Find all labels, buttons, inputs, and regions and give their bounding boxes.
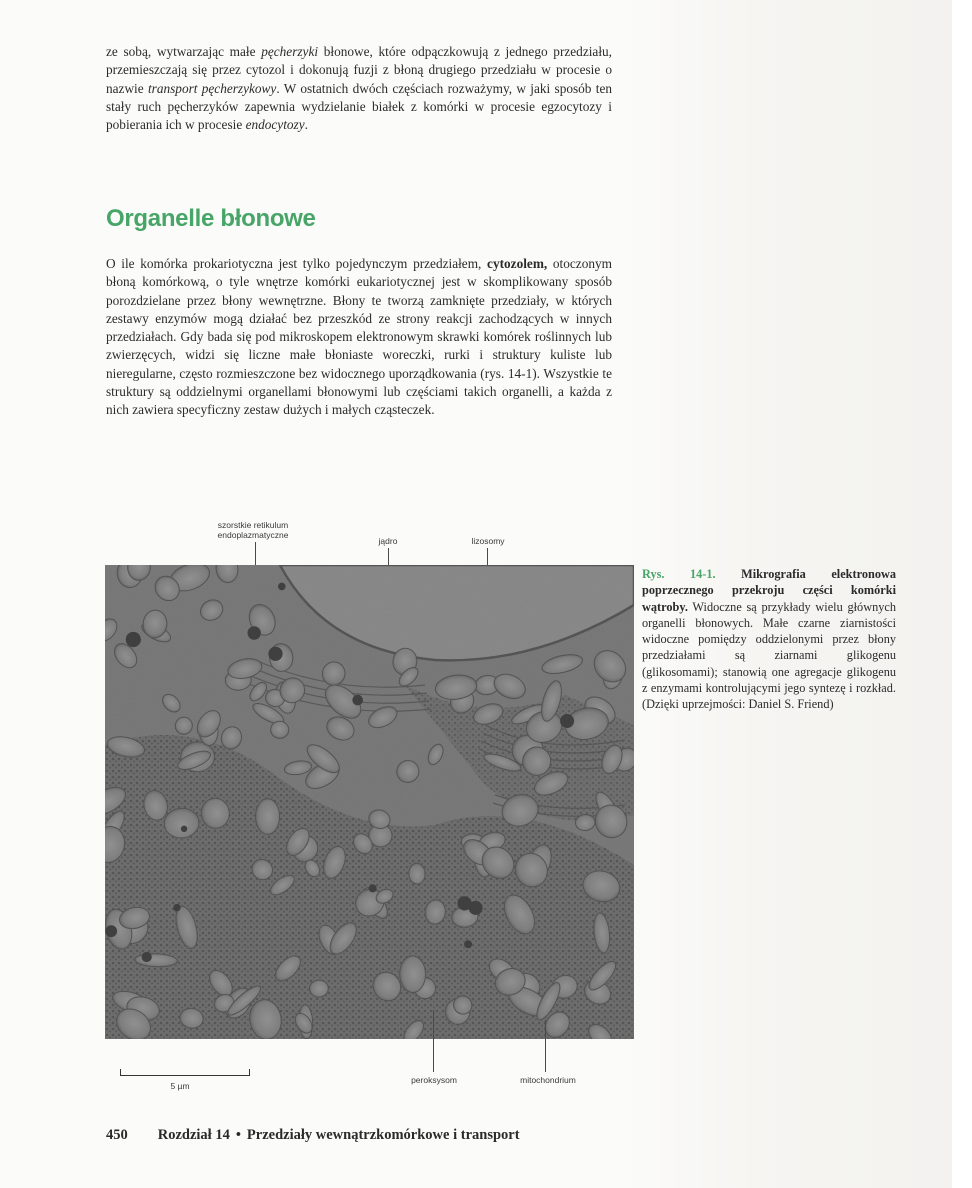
label-nucleus: jądro: [378, 536, 398, 546]
scale-bar-label: 5 µm: [170, 1081, 190, 1091]
label-rough-er-line1: szorstkie retikulum: [217, 520, 289, 530]
label-rough-er-line2: endoplazmatyczne: [217, 530, 289, 540]
electron-micrograph: [105, 565, 634, 1039]
figure-caption: [642, 566, 896, 713]
para2-bold-term-cytosol: cytozolem,: [487, 256, 548, 271]
page-footer: [106, 1127, 520, 1144]
page-edge: [952, 0, 972, 1188]
label-lysosomes: lizosomy: [471, 536, 505, 546]
micrograph-grain: [105, 565, 634, 1039]
para1-text-3: . W ostatnich dwóch częściach rozważymy, w jaki sposób ten stały ruch pęcherzyków zapewnia wydzielanie białek z komórki w procesie egzocytozy i pobierania ich w procesie: [106, 80, 612, 133]
para2-text-2: otoczonym błoną komórkową, o tyle wnętrze komórki eukariotycznej jest w skomplikowany sposób porozdzielane przez błony wewnętrzne. Błony te tworzą zamknięte przedziały, w których zestawy enzymów mogą działać bez przeszkód ze strony reakcji zachodzących w innych przedziałach. Gdy bada się pod mikroskopem elektronowym skrawki komórek roślinnych lub zwierzęcych, widzi się liczne małe błoniaste woreczki, rurki i struktury kuliste lub nieregularne, często rozmieszczone bez widocznego uporządkowania (rys. 14-1). Wszystkie te struktury są oddzielnymi organellami błonowymi lub częściami takich organelli, a każda z nich zawiera specyficzny zestaw dużych i małych cząsteczek.: [106, 256, 612, 418]
label-mitochondrion: mitochondrium: [520, 1075, 576, 1085]
footer-chapter: Rozdział 14: [157, 1127, 230, 1143]
body-paragraph: [106, 255, 612, 420]
para1-italic-term-endocytosis: endocytozy: [245, 117, 305, 133]
footer-bullet: •: [235, 1127, 241, 1143]
footer-title: Przedziały wewnątrzkomórkowe i transport: [246, 1127, 520, 1143]
para1-italic-term-transport: transport pęcherzykowy: [147, 80, 277, 96]
para1-text-2: błonowe, które odpączkowują z jednego przedziału, przemieszczają się przez cytozol i dokonują fuzji z błoną drugiego przedziału w procesie o nazwie: [106, 44, 612, 96]
label-rough-er: [198, 520, 308, 540]
caption-title: Mikrografia elektronowa poprzecznego przekroju części komórki wątroby.: [642, 567, 896, 614]
section-heading: Organelle błonowe: [106, 205, 316, 232]
caption-body: Widoczne są przykłady wielu głównych organelli błonowych. Małe czarne ziarnistości widoczne pomiędzy oddzielonymi przez błony przedziałami są ziarnami glikogenu (glikosomami); stanowią one agregacje glikogenu z enzymami kontrolującymi jego syntezę i rozkład. (Dzięki uprzejmości: Daniel S. Friend): [642, 599, 896, 712]
micrograph-image: [105, 565, 634, 1039]
para1-italic-term-vesicles: pęcherzyki: [261, 44, 319, 59]
caption-figure-number: Rys. 14-1.: [642, 567, 716, 581]
scale-bar: [120, 1069, 250, 1076]
label-peroxisome: peroksysom: [411, 1075, 457, 1085]
leader-line-mitochondrion: [545, 1020, 546, 1072]
para2-text-1: O ile komórka prokariotyczna jest tylko pojedynczym przedziałem,: [106, 256, 488, 271]
para1-text-1: ze sobą, wytwarzając małe: [106, 44, 262, 59]
intro-paragraph: [106, 43, 612, 134]
page-number: 450: [106, 1127, 128, 1143]
para1-text-4: .: [304, 117, 308, 133]
leader-line-peroxisome: [433, 1010, 434, 1072]
